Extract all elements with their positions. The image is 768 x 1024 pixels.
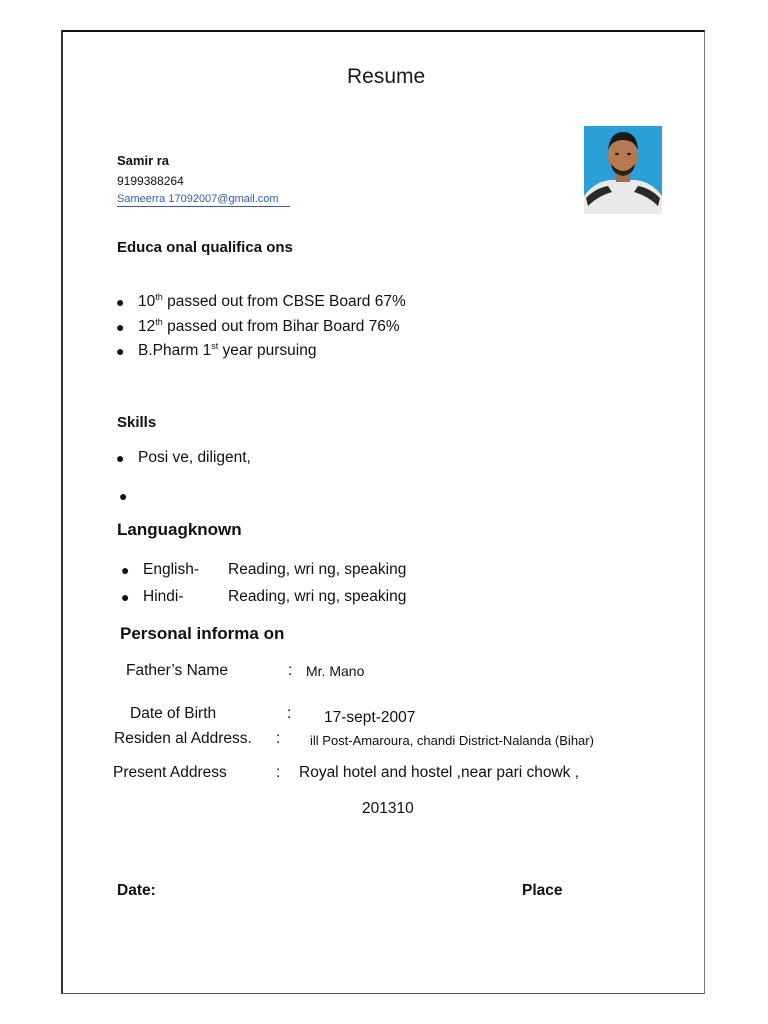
language-abilities: Reading, wri ng, speaking (228, 588, 407, 605)
colon: : (276, 764, 281, 781)
bullet-icon: ● (116, 294, 125, 310)
fathers-name-label: Father’s Name (126, 662, 228, 679)
dob-value: 17-sept-2007 (324, 709, 416, 726)
candidate-name: Samir ra (117, 153, 170, 168)
language-abilities: Reading, wri ng, speaking (228, 561, 407, 578)
email-link[interactable]: Sameerra 17092007@gmail.com (117, 193, 290, 207)
languages-heading: Languagknown (117, 520, 242, 539)
bullet-icon: ● (116, 450, 125, 466)
page-title: Resume (347, 65, 426, 88)
present-address-label: Present Address (113, 764, 227, 781)
dob-label: Date of Birth (130, 705, 217, 722)
date-label: Date: (117, 882, 156, 899)
education-item: B.Pharm 1st year pursuing (138, 341, 317, 359)
profile-photo (584, 126, 662, 214)
residential-label: Residen al Address. (114, 730, 252, 747)
colon: : (276, 730, 281, 747)
present-address-line2: 201310 (362, 800, 414, 817)
education-heading: Educa onal qualifica ons (117, 239, 293, 256)
skill-item: Posi ve, diligent, (138, 449, 251, 466)
bullet-icon: ● (121, 562, 130, 578)
bullet-icon: ● (116, 319, 125, 335)
language-name: English- (143, 561, 199, 578)
fathers-name-value: Mr. Mano (306, 663, 365, 679)
present-address-line1: Royal hotel and hostel ,near pari chowk , (299, 764, 580, 781)
bullet-icon: ● (116, 343, 125, 359)
education-item: 10th passed out from CBSE Board 67% (138, 292, 406, 310)
bullet-icon: ● (119, 488, 128, 504)
bullet-icon: ● (121, 589, 130, 605)
education-item: 12th passed out from Bihar Board 76% (138, 317, 400, 335)
residential-value: ill Post-Amaroura, chandi District-Nalanda (Bihar) (310, 733, 594, 748)
skills-heading: Skills (117, 414, 157, 431)
colon: : (287, 705, 292, 722)
phone-number: 9199388264 (117, 174, 184, 188)
place-label: Place (522, 882, 563, 899)
colon: : (288, 662, 293, 679)
language-name: Hindi- (143, 588, 184, 605)
personal-heading: Personal informa on (120, 624, 285, 643)
